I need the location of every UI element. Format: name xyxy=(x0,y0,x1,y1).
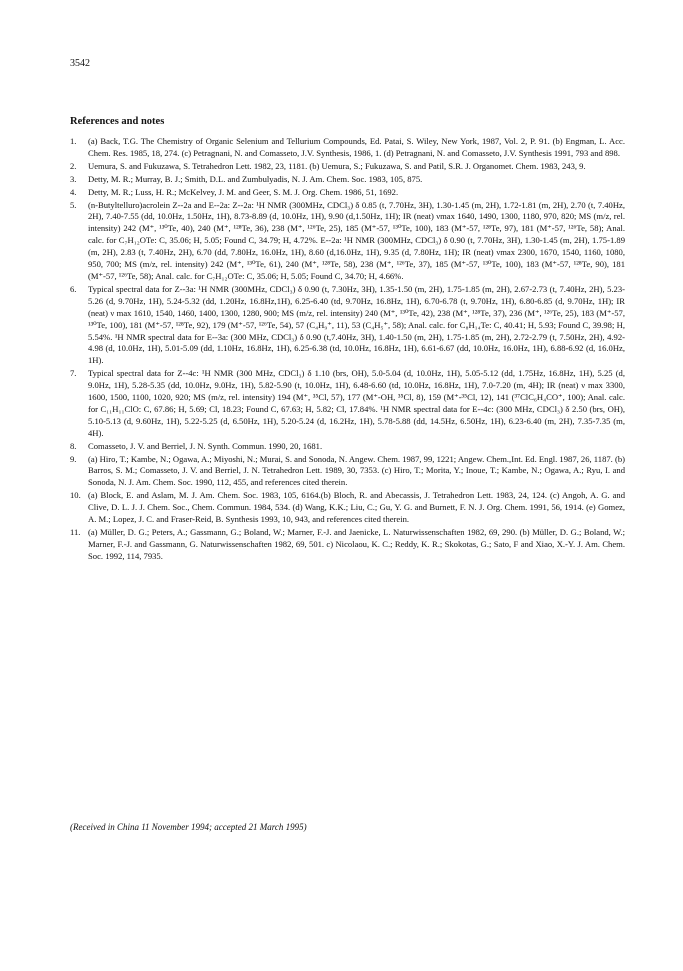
reference-item xyxy=(70,441,625,453)
reference-number: 10. xyxy=(70,490,81,501)
reference-number: 8. xyxy=(70,440,77,451)
reference-item xyxy=(70,136,625,160)
reference-number: 9. xyxy=(70,453,77,464)
references-list xyxy=(70,136,625,564)
reference-text: Detty, M. R.; Murray, B. J.; Smith, D.L. and Zumbulyadis, N. J. Am. Chem. Soc. 1983, 105, 875. xyxy=(88,173,423,184)
reference-number: 1. xyxy=(70,136,77,146)
reference-item xyxy=(70,161,625,173)
reference-text: Typical spectral data for Z--4c: ¹H NMR (300 MHz, CDCl₃) δ 1.10 (brs, OH), 5.0-5.04 (d, 10.0Hz, 1H), 5.05-5.12 (dd, 1.75Hz, 16.8Hz, 1H), 5.25 (d, 9.0Hz, 1H), 5.28-5.35 (dd, 10.0Hz, 9.0Hz, 1H), 5.82-5.90 (t, 10.0Hz, 1H), 6.48-6.60 (td, 10.0Hz, 16.8Hz, 1H), 7.0-7.20 (m, 4H); IR (neat) ν max 3300, 1600, 1500, 1100, 1020, 920; MS (m/z, rel. intensity) 194 (M⁺, ³⁵Cl, 57), 177 (M⁺-OH, ³⁵Cl, 8), 159 (M⁺-³⁵Cl, 12), 141 (³⁷ClC₆H₄CO⁺, 100); Anal. calc. for C₁₁H₁₁ClO: C, 67.86; H, 5.69; Cl, 18.23; Found C, 67.63; H, 5.82; Cl, 17.84%. ¹H NMR spectral data for E--4c: (300 MHz, CDCl₃) δ 2.50 (brs, OH), 5.10-5.13 (d, 9.60Hz, 1H), 5.22-5.25 (d, 6.50Hz, 1H), 5.20-5.24 (d, 16.2Hz, 1H), 5.78-5.88 (dd, 14.5Hz, 6.50Hz, 1H), 6.23-6.40 (m, 2H), 7.35-7.35 (m, 4H). xyxy=(88,368,625,438)
reference-item xyxy=(70,368,625,439)
reference-text: (a) Müller, D. G.; Peters, A.; Gassmann, G.; Boland, W.; Marner, F.-J. and Jaenicke, L. Naturwissenschaften 1982, 69, 290. (b) Müller, D. G.; Boland, W.; Marner, F.-J. and Gassmann, G. Naturwissenschaften 1982, 69, 501. c) Nicolaou, K. C.; Reddy, K. R.; Skokotas, G.; Sato, F and Xiao, X.-Y. J. Am. Chem. Soc. 1992, 114, 7935. xyxy=(88,527,625,561)
reference-number: 6. xyxy=(70,283,77,294)
reference-number: 5. xyxy=(70,199,77,210)
reference-number: 11. xyxy=(70,527,81,537)
reference-item xyxy=(70,174,625,186)
reference-number: 2. xyxy=(70,160,77,171)
reference-item xyxy=(70,527,625,563)
received-note: (Received in China 11 November 1994; accepted 21 March 1995) xyxy=(70,822,307,832)
reference-text: Comasseto, J. V. and Berriel, J. N. Synth. Commun. 1990, 20, 1681. xyxy=(88,440,323,451)
reference-text: (a) Hiro, T.; Kambe, N.; Ogawa, A.; Miyoshi, N.; Murai, S. and Sonoda, N. Angew. Chem. 1987, 99, 1221; Angew. Chem.,Int. Ed. Engl. 1987, 26, 1187. (b) Barros, S. M.; Comasseto, J. V. and Berriel, J. N. Tetrahedron Lett. 1989, 30, 7353. (c) Hiro, T.; Morita, Y.; Inoue, T.; Kambe, N.; Ogawa, A.; Ryu, I. and Sonoda, N. J. Am. Chem. Soc. 1990, 112, 455, and references cited therein. xyxy=(88,453,625,488)
reference-text: Typical spectral data for Z--3a: ¹H NMR (300MHz, CDCl₃) δ 0.90 (t, 7.30Hz, 3H), 1.35-1.50 (m, 2H), 1.75-1.85 (m, 2H), 2.67-2.73 (t, 7.40Hz, 2H), 5.23-5.26 (d, 9.70Hz, 1H), 5.24-5.32 (dd, 1.20Hz, 16.8Hz,1H), 6.25-6.40 (td, 9.70Hz, 16.8Hz, 1H), 6.70-6.78 (t, 9.70Hz, 1H), 6.80-6.85 (d, 9.70Hz, 1H); IR (neat) ν max 1610, 1540, 1460, 1400, 1300, 1280, 900; MS (m/z, rel. intensity) 240 (M⁺, ¹³⁰Te, 42), 238 (M⁺, ¹²⁸Te, 37), 236 (M⁺, ¹²⁶Te, 25), 183 (M⁺-57, ¹³⁰Te, 100), 181 (M⁺-57, ¹²⁸Te, 92), 179 (M⁺-57, ¹²⁶Te, 54), 57 (C₄H₉⁺, 11), 53 (C₄H₅⁺, 58); Anal. calc. for C₈H₁₄Te: C, 40.41; H, 5.93; Found C, 39.98; H, 5.54%. ¹H NMR spectral data for E--3a: (300 MHz, CDCl₃) δ 0.90 (t,7.40Hz, 3H), 1.40-1.50 (m, 2H), 1.75-1.85 (m, 2H), 2.72-2.79 (t, 7.50Hz, 2H), 4.92-4.98 (d, 10.0Hz, 1H), 5.01-5.09 (dd, 1.10Hz, 16.8Hz, 1H), 6.25-6.38 (td, 10.0Hz, 16.8Hz, 1H), 6.61-6.67 (dd, 10.0Hz, 16.0Hz, 1H), 6.88-6.92 (d, 16.0Hz, 1H). xyxy=(88,283,625,366)
reference-number: 4. xyxy=(70,186,77,197)
reference-text: Detty, M. R.; Luss, H. R.; McKelvey, J. M. and Geer, S. M. J. Org. Chem. 1986, 51, 1692. xyxy=(88,186,399,197)
reference-text: (a) Back, T.G. The Chemistry of Organic Selenium and Tellurium Compounds, Ed. Patai, S. Wiley, New York, 1987, Vol. 2, P. 91. (b) Engman, L. Acc. Chem. Res. 1985, 18, 274. (c) Petragnani, N. and Comasseto, J.V. Synthesis, 1986, 1. (d) Petragnani, N. and Comasseto, J.V. Synthesis 1991, 793 and 898. xyxy=(88,136,625,158)
references-heading: References and notes xyxy=(70,116,165,127)
reference-number: 7. xyxy=(70,368,77,379)
reference-text: Uemura, S. and Fukuzawa, S. Tetrahedron Lett. 1982, 23, 1181. (b) Uemura, S.; Fukuzawa, S. and Patil, S.R. J. Organomet. Chem. 1983, 243, 9. xyxy=(88,160,586,171)
reference-item xyxy=(70,284,625,367)
reference-number: 3. xyxy=(70,173,77,184)
reference-item xyxy=(70,187,625,199)
reference-text: (n-Butyltelluro)acrolein Z--2a and E--2a: Z--2a: ¹H NMR (300MHz, CDCl₃) δ 0.85 (t, 7.70Hz, 3H), 1.30-1.45 (m, 2H), 1.72-1.81 (m, 2H), 2.70 (t, 7.40Hz, 2H), 7.40-7.55 (dd, 10.0Hz, 1.50Hz, 1H), 8.73-8.89 (d, 10.0Hz, 1H), 9.90 (d,1.50Hz, 1H); IR (neat) νmax 1640, 1490, 1300, 1180, 970, 820; MS (m/z, rel. intensity) 242 (M⁺, ¹³⁰Te, 40), 240 (M⁺, ¹²⁸Te, 36), 238 (M⁺, ¹²⁶Te, 25), 185 (M⁺-57, ¹³⁰Te, 100), 183 (M⁺-57, ¹²⁸Te, 97), 181 (M⁺-57, ¹²⁶Te, 58); Anal. calc. for C₇H₁₂OTe: C, 35.06; H, 5.05; Found C, 34.79; H, 4.72%. E--2a: ¹H NMR (300MHz, CDCl₃) δ 0.90 (t, 7.70Hz, 3H), 1.30-1.45 (m, 2H), 1.75-1.89 (m, 2H), 2.83 (t, 7.40Hz, 2H), 6.70 (dd, 7.80Hz, 16.0Hz, 1H), 8.60 (d,16.0Hz, 1H), 9.35 (d, 7.80Hz, 1H); IR (neat) νmax 2300, 1670, 1540, 1160, 1080, 950, 700; MS (m/z, rel. intensity) 242 (M⁺, ¹³⁰Te, 61), 240 (M⁺, ¹²⁸Te, 58), 238 (M⁺, ¹²⁶Te, 37), 185 (M⁺-57, ¹³⁰Te, 100), 183 (M⁺-57, ¹²⁸Te, 90), 181 (M⁺-57, ¹²⁶Te, 58); Anal. calc. for C₇H₁₂OTe: C, 35.06; H, 5.05; Found C, 34.70; H, 4.66%. xyxy=(88,199,625,281)
page-number: 3542 xyxy=(70,58,90,69)
reference-text: (a) Block, E. and Aslam, M. J. Am. Chem. Soc. 1983, 105, 6164.(b) Bloch, R. and Abecassis, J. Tetrahedron Lett. 1983, 24, 124. (c) Angoh, A. G. and Clive, D. L. J. J. Chem. Soc., Chem. Commun. 1984, 534. (d) Wang, K.K.; Liu, C.; Gu, Y. G. and Burnett, F. N. J. Org. Chem. 1991, 56, 1914. (e) Gomez, A. M.; Lopez, J. C. and Fraser-Reid, B. Synthesis 1993, 10, 943, and references cited therein. xyxy=(88,490,625,525)
reference-item xyxy=(70,490,625,526)
reference-item xyxy=(70,200,625,283)
reference-item xyxy=(70,454,625,490)
